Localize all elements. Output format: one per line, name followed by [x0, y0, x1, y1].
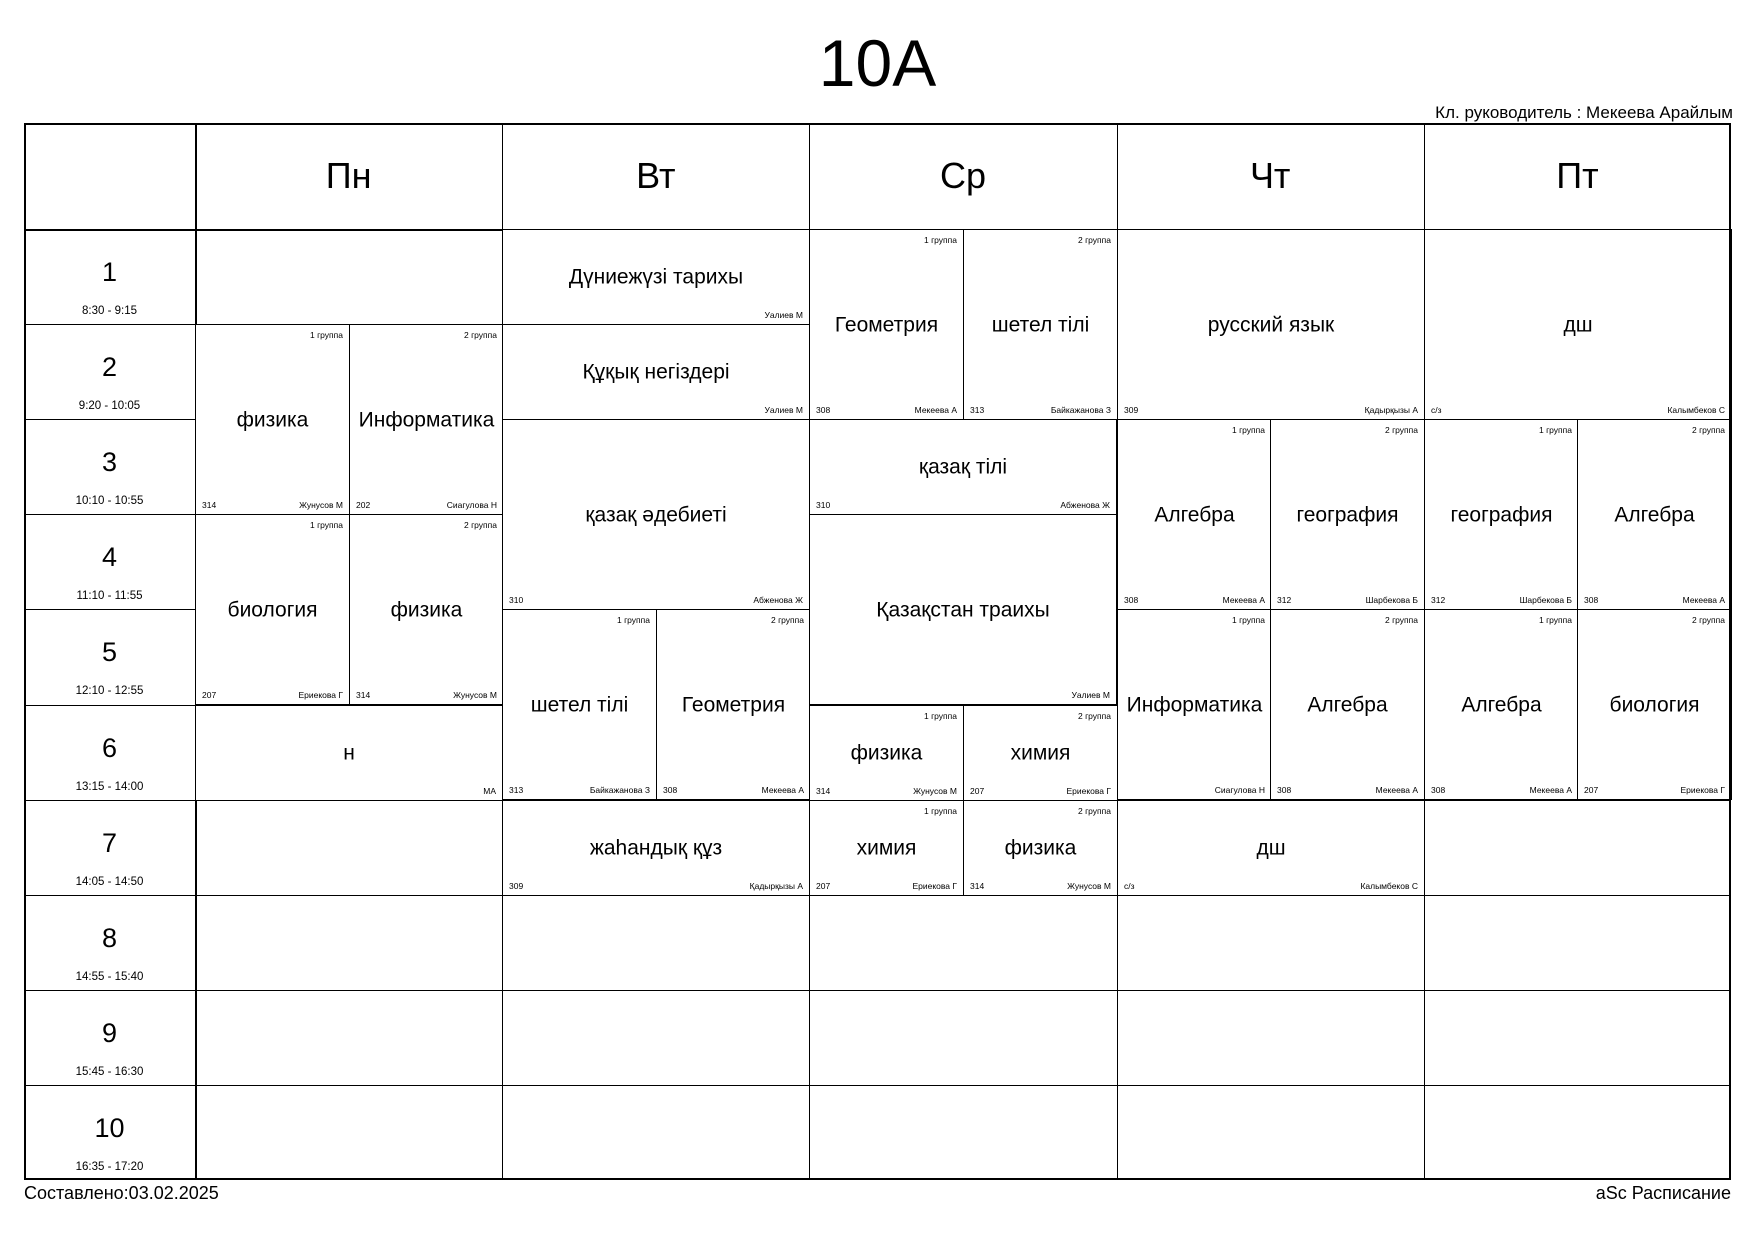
lesson-room: 202	[356, 500, 371, 510]
lesson-subject: қазақ әдебиеті	[585, 503, 727, 526]
lesson-subject: дш	[1256, 836, 1286, 860]
lesson-room: 207	[970, 786, 985, 796]
period-number: 10	[94, 1112, 125, 1143]
lesson-subject: физика	[390, 598, 463, 621]
lesson-teacher: Уалиев М	[764, 310, 803, 320]
lesson-card[interactable]	[502, 324, 810, 420]
lesson-room: 308	[663, 785, 678, 795]
period-number: 1	[101, 257, 118, 287]
class-teacher: Кл. руководитель : Мекеева Арайлым	[1435, 103, 1733, 122]
lesson-room: 308	[1431, 785, 1446, 795]
lesson-group: 2 группа	[1384, 615, 1418, 625]
lesson-subject: Алгебра	[1307, 693, 1388, 716]
lesson-subject: Информатика	[358, 408, 495, 431]
lesson-card[interactable]	[809, 705, 964, 801]
row-divider	[24, 990, 1731, 991]
lesson-card[interactable]	[1424, 609, 1579, 800]
period-time: 9:20 - 10:05	[78, 400, 141, 413]
day-header: Чт	[1249, 155, 1291, 196]
lesson-room: с/з	[1124, 881, 1135, 891]
period-cell	[24, 895, 195, 990]
lesson-subject: Қазақстан траихы	[876, 598, 1050, 621]
period-time: 11:10 - 11:55	[76, 590, 143, 603]
lesson-card[interactable]	[1270, 419, 1425, 610]
lesson-card[interactable]	[502, 419, 810, 610]
timetable-grid	[24, 123, 1731, 1180]
lesson-card[interactable]	[1577, 419, 1732, 610]
lesson-subject: Алгебра	[1614, 503, 1695, 526]
day-header: Пт	[1556, 155, 1599, 196]
lesson-subject: шетел тілі	[530, 693, 629, 716]
period-number: 6	[101, 732, 118, 763]
lesson-card[interactable]	[809, 514, 1117, 705]
lesson-subject: биология	[1609, 693, 1700, 716]
lesson-room: 309	[1124, 405, 1139, 415]
lesson-group: 1 группа	[309, 520, 343, 530]
lesson-subject: география	[1296, 503, 1399, 526]
lesson-teacher: Шарбекова Б	[1365, 595, 1418, 605]
lesson-group: 2 группа	[463, 330, 497, 340]
lesson-subject: н	[343, 741, 355, 765]
lesson-teacher: Байкажанова З	[1050, 405, 1111, 415]
period-cell	[24, 609, 195, 704]
lesson-room: 312	[1431, 595, 1446, 605]
period-time: 10:10 - 10:55	[75, 495, 144, 508]
lesson-subject: жаһандық құз	[589, 836, 723, 860]
day-header: Ср	[939, 155, 986, 196]
lesson-group: 1 группа	[923, 235, 957, 245]
lesson-teacher: Калымбеков С	[1667, 405, 1725, 415]
lesson-subject: география	[1450, 503, 1553, 526]
period-number: 7	[101, 827, 118, 858]
lesson-card[interactable]	[349, 324, 504, 515]
lesson-card[interactable]	[195, 324, 350, 515]
lesson-room: 314	[816, 786, 831, 796]
period-time: 14:55 - 15:40	[75, 970, 144, 983]
lesson-card[interactable]	[963, 229, 1118, 420]
lesson-teacher: Мекеева А	[914, 405, 957, 415]
lesson-group: 2 группа	[1384, 425, 1418, 435]
lesson-group: 1 группа	[1231, 425, 1265, 435]
lesson-room: 310	[816, 500, 831, 510]
lesson-teacher: Жунусов М	[913, 786, 957, 796]
lesson-teacher: Ериекова Г	[298, 690, 343, 700]
lesson-subject: русский язык	[1207, 313, 1335, 336]
lesson-subject: химия	[1010, 741, 1071, 765]
lesson-card[interactable]	[963, 705, 1118, 801]
period-cell	[24, 1085, 195, 1180]
class-title: 10A	[818, 26, 937, 100]
lesson-room: 314	[202, 500, 217, 510]
lesson-card[interactable]	[809, 800, 964, 896]
period-cell	[24, 990, 195, 1085]
lesson-teacher: Мекеева А	[1529, 785, 1572, 795]
lesson-teacher: Байкажанова З	[589, 785, 650, 795]
row-divider	[24, 1085, 1731, 1086]
lesson-teacher: Мекеева А	[1375, 785, 1418, 795]
lesson-teacher: Калымбеков С	[1360, 881, 1418, 891]
lesson-group: 2 группа	[1077, 711, 1111, 721]
lesson-subject: дш	[1563, 313, 1593, 336]
lesson-room: 207	[816, 881, 831, 891]
lesson-card[interactable]	[195, 514, 350, 705]
lesson-card[interactable]	[656, 609, 811, 800]
lesson-card[interactable]	[502, 609, 657, 800]
lesson-room: 310	[509, 595, 524, 605]
lesson-card[interactable]	[1577, 609, 1732, 800]
lesson-teacher: Уалиев М	[1071, 690, 1110, 700]
lesson-teacher: Шарбекова Б	[1519, 595, 1572, 605]
lesson-subject: Геометрия	[834, 313, 939, 336]
period-number: 8	[101, 922, 118, 953]
lesson-room: 308	[816, 405, 831, 415]
period-cell	[24, 324, 195, 419]
lesson-teacher: Ериекова Г	[1680, 785, 1725, 795]
lesson-teacher: Уалиев М	[764, 405, 803, 415]
period-time: 13:15 - 14:00	[75, 780, 144, 793]
lesson-teacher: Ериекова Г	[1066, 786, 1111, 796]
lesson-room: 314	[970, 881, 985, 891]
lesson-teacher: Абженова Ж	[753, 595, 803, 605]
lesson-teacher: Сиагулова Н	[446, 500, 497, 510]
lesson-card[interactable]	[1117, 800, 1425, 896]
lesson-group: 1 группа	[1231, 615, 1265, 625]
lesson-room: 308	[1584, 595, 1599, 605]
lesson-room: с/з	[1431, 405, 1442, 415]
lesson-room: 308	[1277, 785, 1292, 795]
period-number: 3	[101, 447, 118, 478]
period-time: 12:10 - 12:55	[75, 685, 144, 698]
lesson-teacher: Абженова Ж	[1060, 500, 1110, 510]
lesson-room: 207	[202, 690, 217, 700]
day-header: Вт	[636, 155, 676, 196]
lesson-group: 1 группа	[923, 711, 957, 721]
lesson-subject: шетел тілі	[991, 313, 1090, 336]
period-time: 16:35 - 17:20	[75, 1160, 144, 1173]
lesson-subject: физика	[1004, 836, 1077, 860]
period-time: 8:30 - 9:15	[82, 305, 137, 318]
lesson-subject: физика	[236, 408, 309, 431]
lesson-teacher: Мекеева А	[1222, 595, 1265, 605]
period-cell	[24, 419, 195, 514]
lesson-room: 313	[970, 405, 985, 415]
period-number: 9	[101, 1017, 118, 1048]
lesson-card[interactable]	[195, 705, 503, 801]
lesson-group: 2 группа	[1077, 235, 1111, 245]
lesson-card[interactable]	[349, 514, 504, 705]
lesson-card[interactable]	[1424, 229, 1732, 420]
lesson-group: 1 группа	[923, 806, 957, 816]
lesson-card[interactable]	[1270, 609, 1425, 800]
lesson-subject: Информатика	[1126, 693, 1263, 716]
lesson-teacher: Жунусов М	[453, 690, 497, 700]
lesson-teacher: Мекеева А	[1682, 595, 1725, 605]
lesson-card[interactable]	[1117, 229, 1425, 420]
lesson-room: 312	[1277, 595, 1292, 605]
lesson-teacher: Қадырқызы А	[749, 881, 803, 891]
lesson-teacher: Жунусов М	[1067, 881, 1111, 891]
lesson-card[interactable]	[809, 229, 964, 420]
period-number: 2	[101, 352, 118, 383]
lesson-room: 309	[509, 881, 524, 891]
lesson-teacher: Сиагулова Н	[1214, 785, 1265, 795]
lesson-group: 2 группа	[1691, 615, 1725, 625]
brand-label: aSc Расписание	[1595, 1183, 1731, 1203]
lesson-subject: Геометрия	[681, 693, 786, 716]
lesson-subject: физика	[850, 741, 923, 765]
lesson-teacher: МА	[483, 786, 496, 796]
lesson-group: 1 группа	[309, 330, 343, 340]
lesson-group: 1 группа	[1538, 425, 1572, 435]
period-cell	[24, 229, 195, 324]
lesson-group: 2 группа	[463, 520, 497, 530]
lesson-room: 207	[1584, 785, 1599, 795]
lesson-teacher: Қадырқызы А	[1364, 405, 1418, 415]
lesson-subject: Алгебра	[1461, 693, 1542, 716]
lesson-group: 2 группа	[770, 615, 804, 625]
lesson-group: 1 группа	[1538, 615, 1572, 625]
lesson-card[interactable]	[1424, 419, 1579, 610]
lesson-subject: Дүниежүзі тарихы	[568, 265, 744, 289]
lesson-subject: химия	[856, 836, 917, 860]
lesson-subject: қазақ тілі	[918, 455, 1008, 479]
lesson-card[interactable]	[1117, 419, 1272, 610]
lesson-room: 308	[1124, 595, 1139, 605]
period-number: 4	[101, 542, 118, 573]
lesson-subject: Құқық негіздері	[582, 360, 730, 384]
lesson-subject: Алгебра	[1154, 503, 1235, 526]
lesson-room: 313	[509, 785, 524, 795]
lesson-card[interactable]	[809, 419, 1117, 515]
lesson-room: 314	[356, 690, 371, 700]
lesson-teacher: Жунусов М	[299, 500, 343, 510]
period-number: 5	[101, 637, 118, 668]
lesson-subject: биология	[227, 598, 318, 621]
period-time: 14:05 - 14:50	[75, 875, 144, 888]
lesson-teacher: Мекеева А	[761, 785, 804, 795]
lesson-teacher: Ериекова Г	[912, 881, 957, 891]
compiled-date: Составлено:03.02.2025	[24, 1183, 219, 1203]
lesson-group: 2 группа	[1691, 425, 1725, 435]
lesson-card[interactable]	[502, 229, 810, 325]
period-time: 15:45 - 16:30	[75, 1065, 144, 1078]
period-cell	[24, 514, 195, 609]
lesson-card[interactable]	[963, 800, 1118, 896]
lesson-group: 2 группа	[1077, 806, 1111, 816]
lesson-card[interactable]	[1117, 609, 1272, 800]
day-header: Пн	[325, 155, 372, 196]
period-cell	[24, 800, 195, 895]
lesson-card[interactable]	[502, 800, 810, 896]
lesson-group: 1 группа	[616, 615, 650, 625]
period-cell	[24, 705, 195, 800]
